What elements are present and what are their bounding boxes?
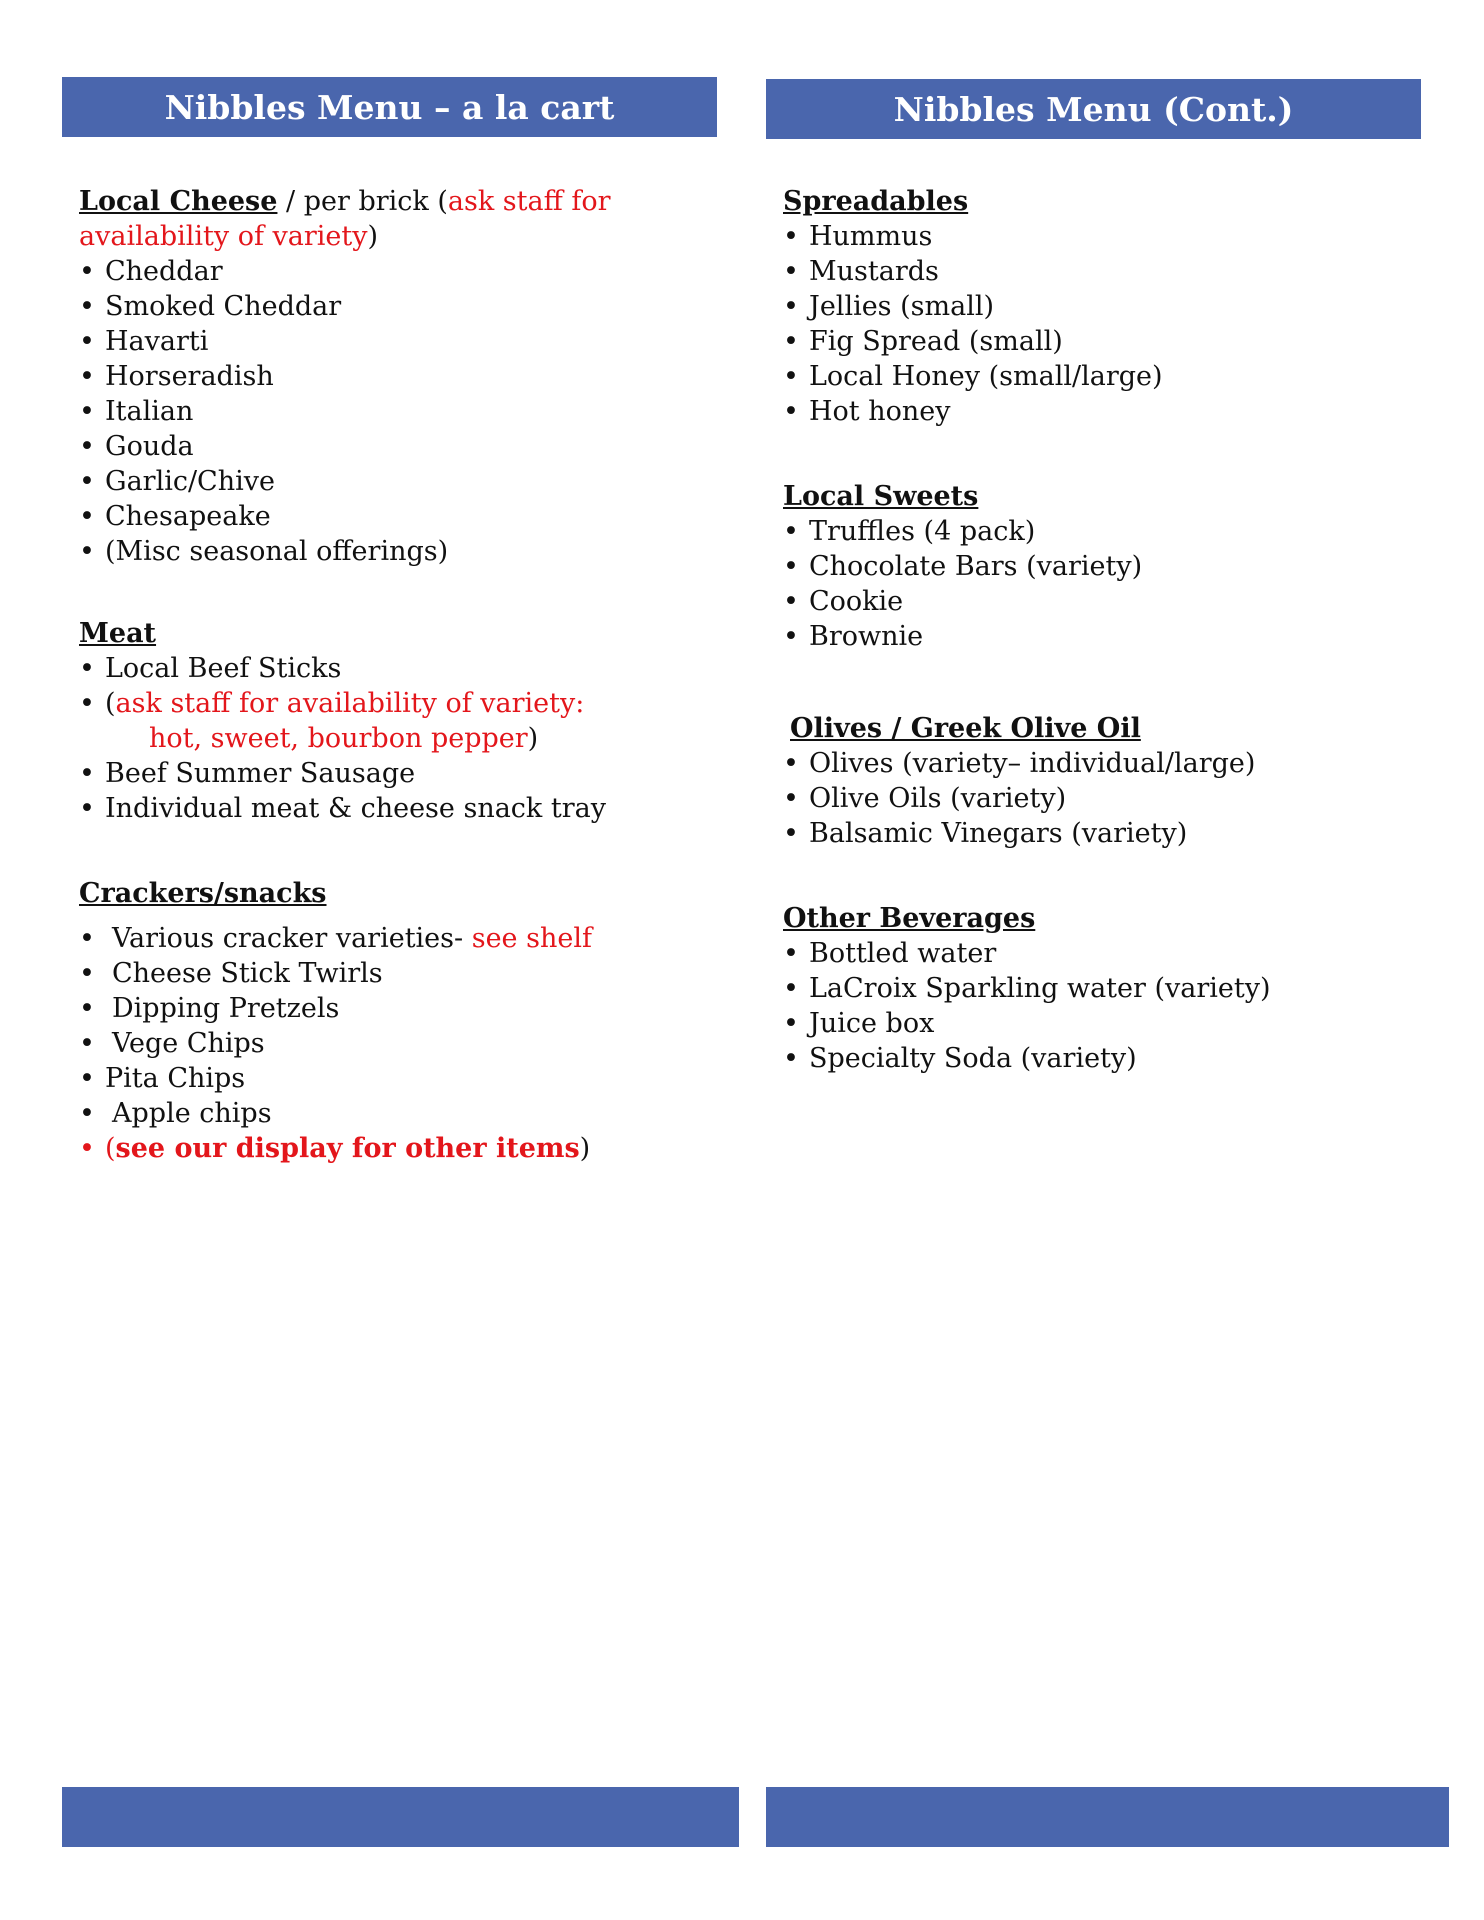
display-note-text: see our display for other items	[115, 1133, 580, 1164]
list-item: • Balsamic Vinegars (variety)	[783, 816, 1423, 851]
left-column	[79, 184, 699, 1166]
list-item: • Pita Chips	[79, 1061, 699, 1096]
cheese-availability-note: ask staff for availability of variety	[79, 186, 611, 252]
list-item: • Apple chips	[79, 1096, 699, 1131]
right-header-banner	[766, 79, 1421, 139]
list-item: • Local Honey (small/large)	[783, 359, 1423, 394]
list-item: • Mustards	[783, 254, 1423, 289]
sweets-list	[783, 514, 1423, 654]
list-item: • Bottled water	[783, 936, 1423, 971]
local-cheese-heading: Local Cheese	[79, 186, 278, 217]
list-item: • Truffles (4 pack)	[783, 514, 1423, 549]
list-item: • Hummus	[783, 219, 1423, 254]
list-item: • Cheese Stick Twirls	[79, 956, 699, 991]
crackers-heading: Crackers/snacks	[79, 878, 327, 909]
see-shelf-note: see shelf	[471, 923, 592, 954]
list-item: • Havarti	[79, 324, 699, 359]
list-item: • Cookie	[783, 584, 1423, 619]
olives-heading: Olives / Greek Olive Oil	[790, 713, 1141, 744]
crackers-list	[79, 921, 699, 1166]
beverages-list	[783, 936, 1423, 1076]
cheese-note-close: )	[367, 221, 379, 252]
meat-note-line1: ask staff for availability of variety:	[115, 688, 585, 719]
list-item: • Olive Oils (variety)	[783, 781, 1423, 816]
meat-heading: Meat	[79, 618, 157, 649]
list-item: • Various cracker varieties- see shelf	[79, 921, 699, 956]
list-item: • Gouda	[79, 429, 699, 464]
spreadables-list	[783, 219, 1423, 429]
list-item: • Italian	[79, 394, 699, 429]
spreadables-section	[783, 184, 1423, 429]
local-sweets-heading: Local Sweets	[783, 481, 979, 512]
local-cheese-header	[79, 184, 699, 254]
list-item: • Local Beef Sticks	[79, 651, 699, 686]
cheese-list	[79, 254, 699, 569]
list-item: • Juice box	[783, 1006, 1423, 1041]
right-header-title: Nibbles Menu (Cont.)	[893, 89, 1294, 129]
list-item: • Horseradish	[79, 359, 699, 394]
list-item: • Chocolate Bars (variety)	[783, 549, 1423, 584]
list-item: • Chesapeake	[79, 499, 699, 534]
meat-list	[79, 651, 699, 826]
list-item: • Garlic/Chive	[79, 464, 699, 499]
list-item: • Hot honey	[783, 394, 1423, 429]
cheese-unit: / per brick (	[277, 186, 448, 217]
list-item: • Beef Summer Sausage	[79, 756, 699, 791]
list-item: • Individual meat & cheese snack tray	[79, 791, 699, 826]
crackers-section	[79, 876, 699, 1166]
other-beverages-section	[783, 901, 1423, 1076]
olives-section	[783, 711, 1423, 851]
list-item: • LaCroix Sparkling water (variety)	[783, 971, 1423, 1006]
meat-variety-note: • (ask staff for availability of variety: hot, sweet, bourbon pepper)	[79, 686, 699, 756]
list-item: • Dipping Pretzels	[79, 991, 699, 1026]
other-beverages-heading: Other Beverages	[783, 903, 1036, 934]
right-column	[783, 184, 1423, 1076]
list-item: • Jellies (small)	[783, 289, 1423, 324]
left-footer-bar	[62, 1787, 739, 1847]
list-item: • Vege Chips	[79, 1026, 699, 1061]
left-header-banner	[62, 77, 717, 137]
list-item: • Fig Spread (small)	[783, 324, 1423, 359]
local-cheese-section	[79, 184, 699, 569]
list-item: • Brownie	[783, 619, 1423, 654]
meat-note-line2: hot, sweet, bourbon pepper	[149, 723, 528, 754]
local-sweets-section	[783, 479, 1423, 654]
display-note: • (see our display for other items)	[79, 1131, 699, 1166]
spreadables-heading: Spreadables	[783, 186, 969, 217]
list-item: • Specialty Soda (variety)	[783, 1041, 1423, 1076]
meat-section	[79, 616, 699, 826]
list-item: • (Misc seasonal offerings)	[79, 534, 699, 569]
olives-list	[783, 746, 1423, 851]
right-footer-bar	[766, 1787, 1449, 1847]
list-item: • Smoked Cheddar	[79, 289, 699, 324]
list-item: • Olives (variety– individual/large)	[783, 746, 1423, 781]
left-header-title: Nibbles Menu – a la cart	[164, 87, 615, 127]
list-item: • Cheddar	[79, 254, 699, 289]
